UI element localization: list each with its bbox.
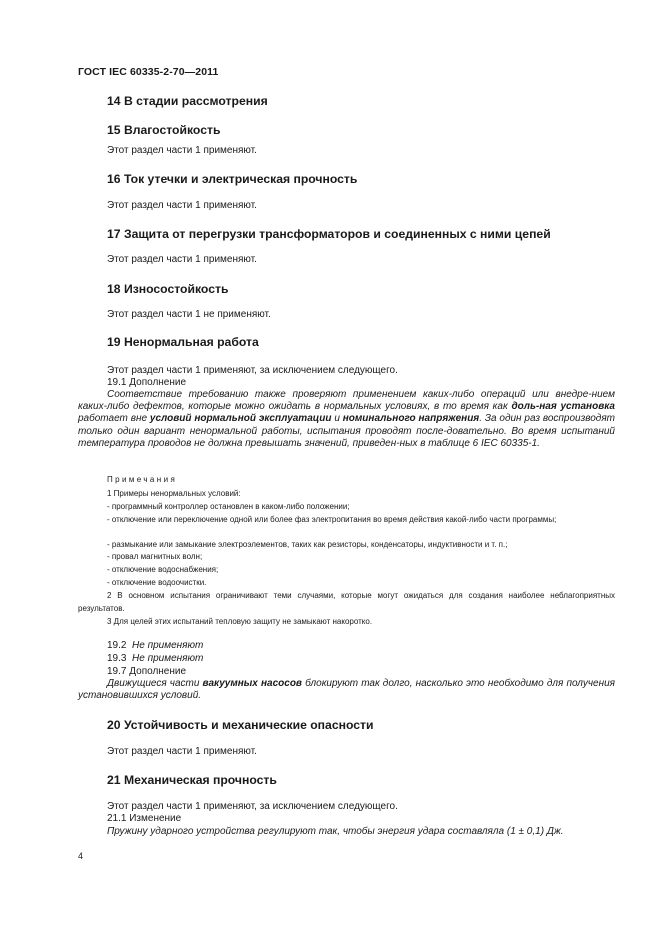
section-21-text: Этот раздел части 1 применяют, за исключением следующего. — [107, 801, 398, 812]
subsection-19-7: 19.7 Дополнение — [107, 666, 187, 677]
page-number: 4 — [78, 851, 84, 861]
note-item: - отключение или переключение одной или более фаз электропитания во время действия какой-либо части программы; — [107, 515, 557, 524]
note-item: - программный контроллер остановлен в каком-либо положении; — [107, 502, 350, 511]
section-17-text: Этот раздел части 1 применяют. — [107, 254, 257, 265]
subsection-19-1: 19.1 Дополнение — [107, 377, 187, 388]
section-19-heading: 19 Ненормальная работа — [107, 335, 259, 349]
section-16-heading: 16 Ток утечки и электрическая прочность — [107, 172, 358, 186]
section-18-heading: 18 Износостойкость — [107, 282, 229, 296]
subsection-19-3: 19.3 Не применяют — [107, 653, 204, 664]
section-15-text: Этот раздел части 1 применяют. — [107, 145, 257, 156]
document-header: ГОСТ IEC 60335-2-70—2011 — [78, 66, 219, 78]
section-21-heading: 21 Механическая прочность — [107, 773, 277, 787]
note-1: 1 Примеры ненормальных условий: — [107, 489, 241, 498]
subsection-19-2: 19.2 Не применяют — [107, 640, 204, 651]
note-item: - отключение водоочистки. — [107, 578, 207, 587]
section-19-text: Этот раздел части 1 применяют, за исключением следующего. — [107, 365, 398, 376]
section-15-heading: 15 Влагостойкость — [107, 123, 221, 137]
section-20-heading: 20 Устойчивость и механические опасности — [107, 718, 374, 732]
note-3: 3 Для целей этих испытаний тепловую защиту не замыкают накоротко. — [107, 617, 373, 626]
subsection-21-1: 21.1 Изменение — [107, 813, 182, 824]
note-item: - размыкание или замыкание электроэлементов, таких как резисторы, конденсаторы, индуктивности и т. п.; — [107, 540, 508, 549]
section-14-heading: 14 В стадии рассмотрения — [107, 94, 268, 108]
note-item: - отключение водоснабжения; — [107, 565, 219, 574]
notes-title: Примечания — [107, 475, 178, 484]
section-17-heading: 17 Защита от перегрузки трансформаторов и соединенных с ними цепей — [107, 227, 551, 241]
section-19-7-paragraph: Движущиеся части вакуумных насосов блокируют так долго, насколько это необходимо для получения установившихся условий. — [78, 678, 615, 702]
note-item: - провал магнитных волн; — [107, 552, 203, 561]
section-20-text: Этот раздел части 1 применяют. — [107, 746, 257, 757]
section-21-paragraph: Пружину ударного устройства регулируют так, чтобы энергия удара составляла (1 ± 0,1) Дж. — [107, 826, 564, 837]
section-19-paragraph: Соответствие требованию также проверяют применением каких-либо операций или внедре-нием каких-либо дефектов, которые можно ожидать в нормальных условиях, в то время как доль-ная установка работает вне условий нормальной эксплуатации и номинального напряжения. За один раз воспроизводят только один вариант ненормальной работы, испытания проводят после-довательно. Во время испытаний температура проводов не должна превышать значений, приведен-ных в таблице 6 IEC 60335-1. — [78, 389, 616, 449]
section-16-text: Этот раздел части 1 применяют. — [107, 200, 257, 211]
section-18-text: Этот раздел части 1 не применяют. — [107, 309, 271, 320]
note-2: 2 В основном испытания ограничивают теми случаями, которые могут ожидаться для создания наиболее неблагоприятных результатов. — [78, 591, 615, 613]
